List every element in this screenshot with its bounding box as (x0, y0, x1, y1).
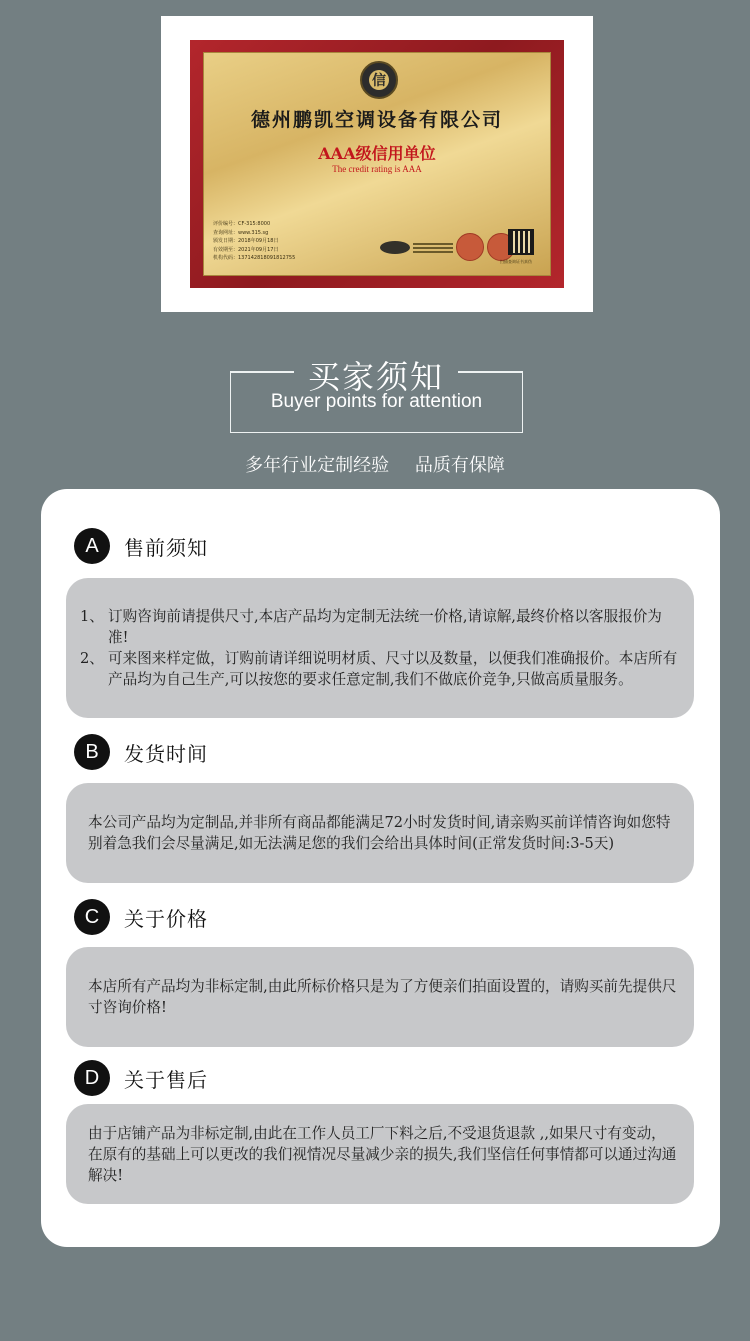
slogan: 多年行业定制经验 品质有保障 (245, 455, 505, 476)
section-c-title: 关于价格 (124, 906, 208, 931)
list-item: 1、 订购咨询前请提供尺寸,本店产品均为定制无法统一价格,请谅解,最终价格以客服报价为准! (80, 608, 662, 646)
badge-text-lines (413, 241, 453, 254)
section-a-content (66, 578, 694, 718)
section-b-header (74, 734, 208, 770)
section-b-letter-icon: B (74, 734, 110, 770)
certificate-rating-en: The credit rating is AAA (332, 164, 422, 174)
certificate-meta (213, 220, 295, 263)
certificate-plaque (190, 40, 564, 288)
certificate-gold-panel (203, 52, 551, 276)
section-a-letter-icon: A (74, 528, 110, 564)
section-b-title: 发货时间 (124, 741, 208, 766)
section-d-title: 关于售后 (124, 1067, 208, 1092)
certificate-rating-cn: AAA级信用单位 (318, 144, 436, 163)
qr-caption: 扫描查询证书真伪 (500, 259, 532, 264)
section-d-header (74, 1060, 208, 1096)
certificate-meta-line: 有效期至：2021年09月17日 (213, 246, 279, 253)
section-d-letter-icon: D (74, 1060, 110, 1096)
certificate-company-name: 德州鹏凯空调设备有限公司 (250, 109, 503, 131)
certificate-badges (380, 233, 515, 261)
certificate-meta-line: 评价编号：CF-315:8000 (213, 221, 271, 227)
section-c-header (74, 899, 208, 935)
page-title: 买家须知 (307, 358, 444, 396)
badge-logo-icon (380, 241, 410, 254)
section-b-content: 本公司产品均为定制品,并非所有商品都能满足72小时发货时间,请亲购买前详情咨询如您特别着急我们会尽量满足,如无法满足您的我们会给出具体时间(正常发货时间:3-5天) (66, 783, 694, 883)
page-subtitle: Buyer points for attention (270, 391, 483, 412)
section-a-title: 售前须知 (124, 535, 208, 560)
section-c-content: 本店所有产品均为非标定制,由此所标价格只是为了方便亲们拍面设置的，请购买前先提供尺寸咨询价格! (66, 947, 694, 1047)
qr-code-icon (508, 229, 534, 255)
list-item: 2、 可来图来样定做，订购前请详细说明材质、尺寸以及数量，以便我们准确报价。本店所有产品均为自己生产,可以按您的要求任意定制,我们不做底价竞争,只做高质量服务。 (80, 650, 678, 688)
certificate-meta-line: 机构代码：137142818091812755 (213, 255, 296, 261)
certificate-image (161, 16, 593, 312)
section-c-letter-icon: C (74, 899, 110, 935)
certificate-meta-line: 颁发日期：2018年09月18日 (213, 238, 279, 244)
red-stamp-icon (456, 233, 484, 261)
credit-seal-icon: 信 (360, 61, 398, 99)
section-d-content: 由于店铺产品为非标定制,由此在工作人员工厂下料之后,不受退货退款 ,,如果尺寸有变动，在原有的基础上可以更改的我们视情况尽量减少亲的损失,我们坚信任何事情都可以通过沟通解决! (66, 1104, 694, 1204)
certificate-meta-line: 查询网址：www.315.sg (213, 229, 269, 236)
section-a-header (74, 528, 208, 564)
notice-card (41, 489, 720, 1247)
